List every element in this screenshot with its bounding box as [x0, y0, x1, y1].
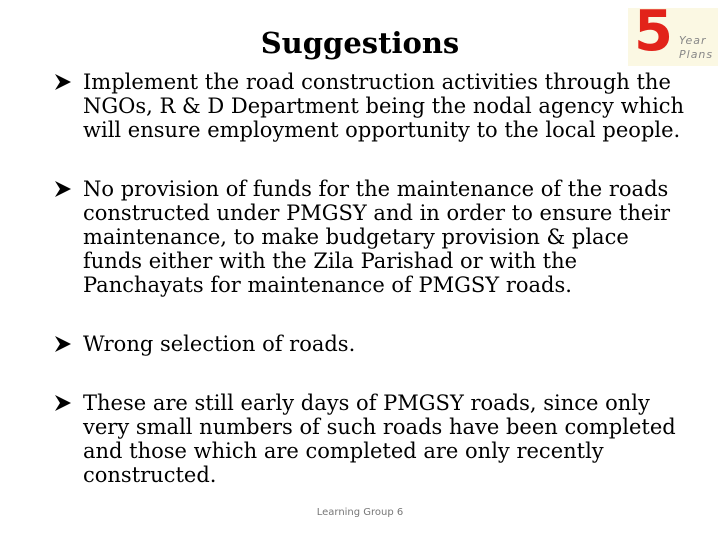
bullet-item	[54, 177, 694, 297]
bullet-text: These are still early days of PMGSY roads, since only very small numbers of such roads have been completed and those which are completed are only recently constructed.	[83, 391, 676, 487]
logo-digit: 5	[634, 0, 673, 64]
arrow-bullet-icon	[54, 70, 72, 94]
arrow-bullet-icon	[54, 332, 72, 356]
arrow-bullet-icon	[54, 391, 72, 415]
bullet-text: No provision of funds for the maintenance of the roads constructed under PMGSY and in order to ensure their maintenance, to make budgetary provision & place funds either with the Zila Parishad or with the Panchayats for maintenance of PMGSY roads.	[83, 177, 671, 297]
slide-title: Suggestions	[260, 26, 460, 60]
logo-word-plans: Plans	[679, 48, 714, 61]
bullet-text: Wrong selection of roads.	[83, 332, 356, 356]
bullet-list	[54, 70, 694, 487]
bullet-item	[54, 332, 694, 356]
bullet-item	[54, 70, 694, 142]
logo-word-year: Year	[679, 34, 707, 47]
five-year-plans-logo	[628, 0, 718, 66]
footer-text: Learning Group 6	[316, 507, 404, 518]
bullet-text: Implement the road construction activities through the NGOs, R & D Department being the nodal agency which will ensure employment opportunity to the local people.	[83, 70, 685, 142]
bullet-item	[54, 391, 694, 487]
arrow-bullet-icon	[54, 177, 72, 201]
